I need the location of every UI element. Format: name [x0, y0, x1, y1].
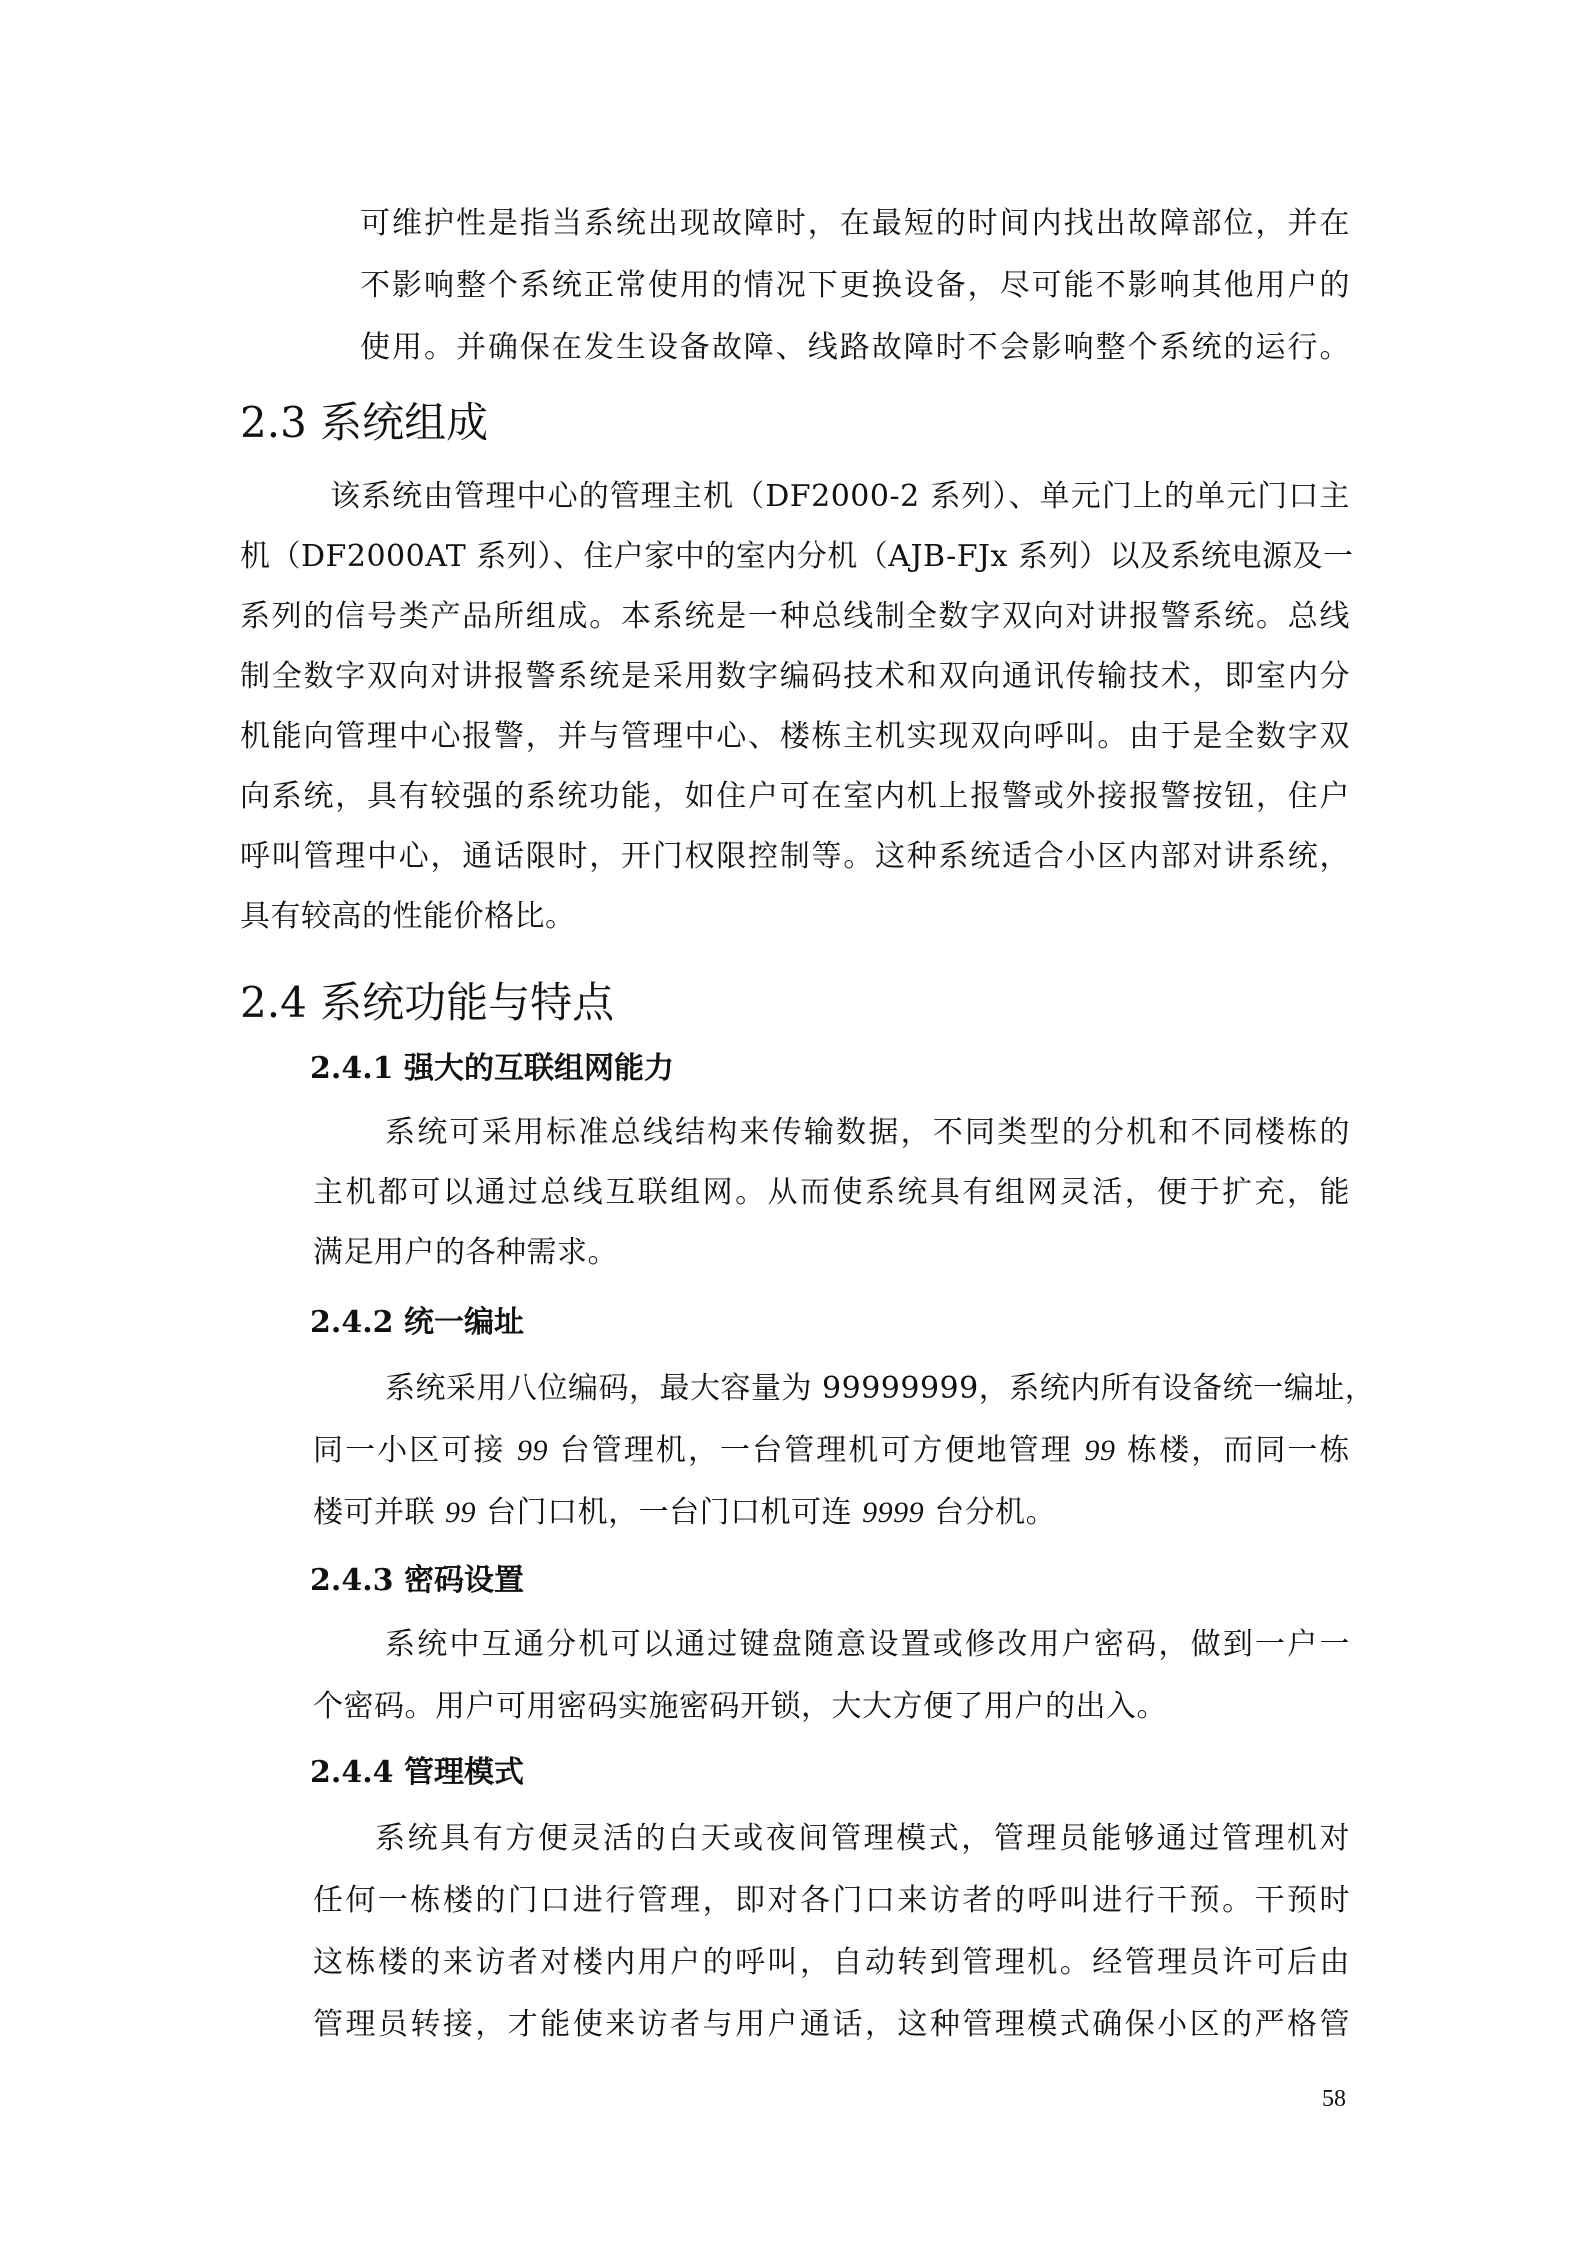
subsection-heading-2-4-3: 2.4.3 密码设置 — [310, 1563, 524, 1598]
paragraph-line: 主机都可以通过总线互联组网。从而使系统具有组网灵活，便于扩充，能 — [313, 1175, 1350, 1210]
section-heading-2-3: 2.3 系统组成 — [240, 398, 489, 447]
paragraph-line: 机能向管理中心报警，并与管理中心、楼栋主机实现双向呼叫。由于是全数字双 — [240, 719, 1350, 754]
text-span: 台门口机，一台门口机可连 — [476, 1495, 863, 1530]
paragraph-line: 系统具有方便灵活的白天或夜间管理模式，管理员能够通过管理机对 — [375, 1821, 1350, 1856]
number-span: 99 — [445, 1496, 477, 1529]
paragraph-line: 满足用户的各种需求。 — [313, 1235, 618, 1270]
page-number: 58 — [1322, 2086, 1346, 2112]
paragraph-line: 具有较高的性能价格比。 — [240, 899, 576, 934]
paragraph-line: 呼叫管理中心，通话限时，开门权限控制等。这种系统适合小区内部对讲系统， — [240, 839, 1350, 874]
paragraph-line: 系统中互通分机可以通过键盘随意设置或修改用户密码，做到一户一 — [385, 1627, 1350, 1662]
number-span: 99 — [1084, 1434, 1116, 1467]
paragraph-line — [313, 1430, 1350, 1472]
paragraph-line: 不影响整个系统正常使用的情况下更换设备，尽可能不影响其他用户的 — [360, 268, 1350, 303]
text-span: 栋楼，而同一栋 — [1115, 1433, 1350, 1468]
paragraph-line: 制全数字双向对讲报警系统是采用数字编码技术和双向通讯传输技术，即室内分 — [240, 659, 1350, 694]
subsection-heading-2-4-1: 2.4.1 强大的互联组网能力 — [310, 1051, 674, 1086]
section-heading-2-4: 2.4 系统功能与特点 — [240, 978, 615, 1027]
number-span: 99 — [517, 1434, 549, 1467]
text-span: 台管理机，一台管理机可方便地管理 — [548, 1433, 1085, 1468]
paragraph-line: 这栋楼的来访者对楼内用户的呼叫，自动转到管理机。经管理员许可后由 — [313, 1945, 1350, 1980]
text-span: 楼可并联 — [313, 1495, 446, 1530]
paragraph-line: 向系统，具有较强的系统功能，如住户可在室内机上报警或外接报警按钮，住户 — [240, 779, 1350, 814]
paragraph-line: 个密码。用户可用密码实施密码开锁，大大方便了用户的出入。 — [313, 1689, 1167, 1724]
paragraph-line: 可维护性是指当系统出现故障时，在最短的时间内找出故障部位，并在 — [360, 206, 1350, 241]
subsection-heading-2-4-2: 2.4.2 统一编址 — [310, 1305, 524, 1340]
paragraph-line: 系统采用八位编码，最大容量为 99999999，系统内所有设备统一编址， — [385, 1371, 1376, 1406]
paragraph-line: 任何一栋楼的门口进行管理，即对各门口来访者的呼叫进行干预。干预时 — [313, 1883, 1350, 1918]
paragraph-line: 该系统由管理中心的管理主机（DF2000-2 系列）、单元门上的单元门口主 — [330, 479, 1350, 514]
paragraph-line: 管理员转接，才能使来访者与用户通话，这种管理模式确保小区的严格管 — [313, 2007, 1350, 2042]
paragraph-line: 使用。并确保在发生设备故障、线路故障时不会影响整个系统的运行。 — [360, 330, 1350, 365]
paragraph-line: 系统可采用标准总线结构来传输数据，不同类型的分机和不同楼栋的 — [385, 1115, 1350, 1150]
subsection-heading-2-4-4: 2.4.4 管理模式 — [310, 1755, 524, 1790]
text-span: 同一小区可接 — [313, 1433, 518, 1468]
paragraph-line: 机（DF2000AT 系列）、住户家中的室内分机（AJB-FJx 系列）以及系统电源及一 — [240, 539, 1354, 574]
paragraph-line: 系列的信号类产品所组成。本系统是一种总线制全数字双向对讲报警系统。总线 — [240, 599, 1350, 634]
paragraph-line — [313, 1492, 1056, 1534]
number-span: 9999 — [862, 1496, 925, 1529]
text-span: 台分机。 — [924, 1495, 1057, 1530]
